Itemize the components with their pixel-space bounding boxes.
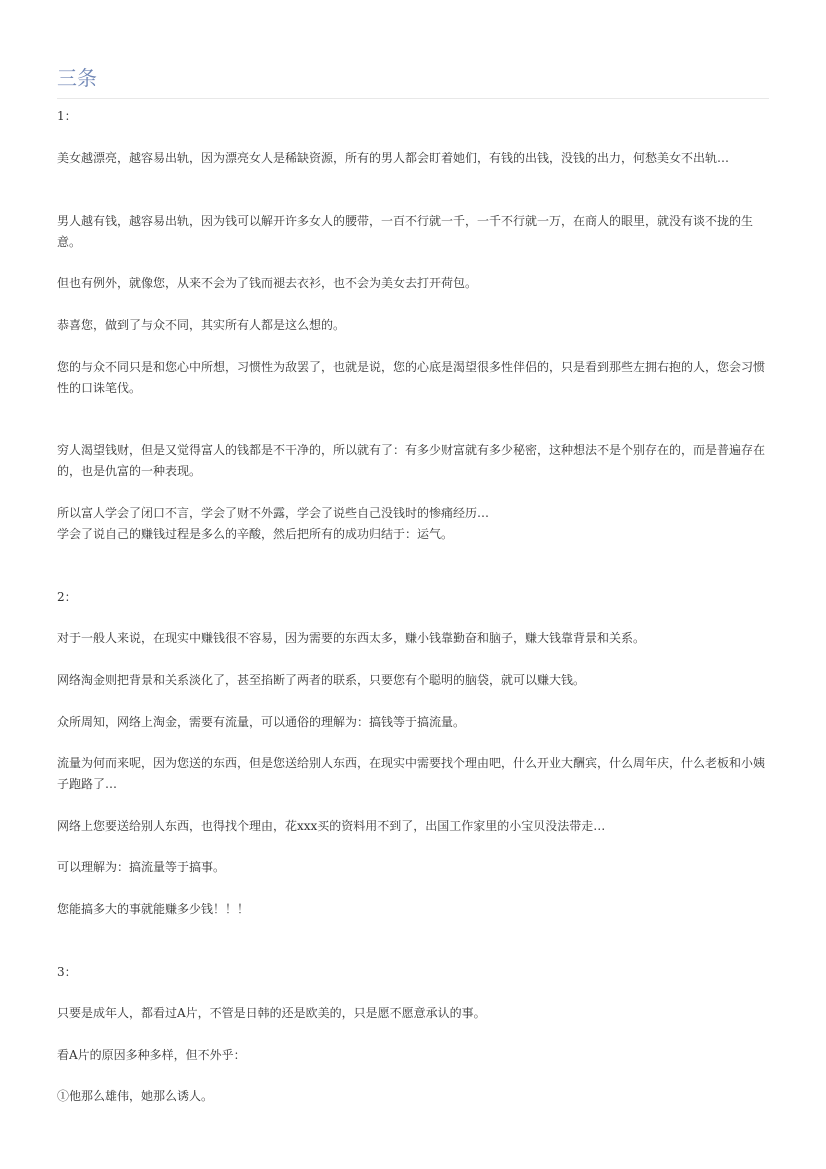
title-divider [57, 98, 769, 99]
paragraph: 看A片的原因多种多样，但不外乎： [57, 1048, 246, 1062]
paragraph: 网络上您要送给别人东西，也得找个理由，花xxx买的资料用不到了，出国工作家里的小宝贝没法带走… [57, 819, 606, 833]
paragraph: 网络淘金则把背景和关系淡化了，甚至掐断了两者的联系，只要您有个聪明的脑袋，就可以赚大钱。 [57, 673, 586, 687]
paragraph: 您能搞多大的事就能赚多少钱！！！ [57, 902, 250, 916]
section-heading-3: 3： [57, 965, 77, 979]
page-title: 三条 [57, 66, 97, 90]
paragraph: 所以富人学会了闭口不言，学会了财不外露，学会了说些自己没钱时的惨痛经历… [57, 506, 490, 520]
paragraph: 众所周知，网络上淘金，需要有流量，可以通俗的理解为：搞钱等于搞流量。 [57, 715, 466, 729]
section-heading-2: 2： [57, 590, 77, 604]
paragraph: 您的与众不同只是和您心中所想，习惯性为敌罢了，也就是说，您的心底是渴望很多性伴侣的，只是看到那些左拥右抱的人，您会习惯性的口诛笔伐。 [57, 360, 766, 395]
paragraph: 可以理解为：搞流量等于搞事。 [57, 860, 226, 874]
paragraph: 流量为何而来呢，因为您送的东西，但是您送给别人东西，在现实中需要找个理由吧，什么开业大酬宾，什么周年庆，什么老板和小姨子跑路了… [57, 756, 766, 791]
section-heading-1: 1： [57, 109, 77, 123]
paragraph: ①他那么雄伟，她那么诱人。 [57, 1089, 214, 1103]
paragraph: 学会了说自己的赚钱过程是多么的辛酸，然后把所有的成功归结于：运气。 [57, 527, 454, 541]
paragraph: 对于一般人来说，在现实中赚钱很不容易，因为需要的东西太多，赚小钱靠勤奋和脑子，赚大钱靠背景和关系。 [57, 631, 646, 645]
paragraph: 但也有例外，就像您，从来不会为了钱而褪去衣衫，也不会为美女去打开荷包。 [57, 276, 478, 290]
paragraph: 男人越有钱，越容易出轨，因为钱可以解开许多女人的腰带，一百不行就一千，一千不行就一万，在商人的眼里，就没有谈不拢的生意。 [57, 214, 754, 249]
paragraph: 美女越漂亮，越容易出轨，因为漂亮女人是稀缺资源，所有的男人都会盯着她们，有钱的出钱，没钱的出力，何愁美女不出轨… [57, 151, 730, 165]
paragraph: 穷人渴望钱财，但是又觉得富人的钱都是不干净的，所以就有了：有多少财富就有多少秘密，这种想法不是个别存在的，而是普遍存在的，也是仇富的一种表现。 [57, 443, 766, 478]
paragraph: 恭喜您，做到了与众不同，其实所有人都是这么想的。 [57, 318, 346, 332]
paragraph: 只要是成年人，都看过A片，不管是日韩的还是欧美的，只是愿不愿意承认的事。 [57, 1006, 486, 1020]
